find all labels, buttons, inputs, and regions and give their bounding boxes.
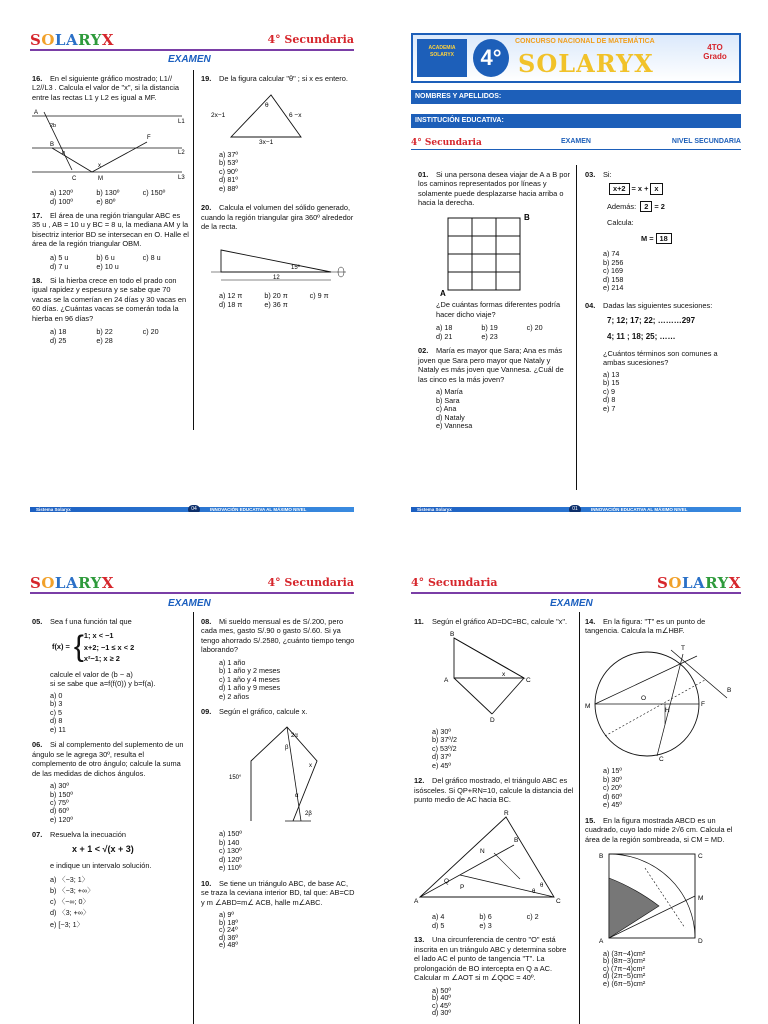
page-bottom-right [384,512,768,1024]
option[interactable]: e) 11 [50,724,66,734]
options-16 [50,188,189,206]
academy-badge: ACADEMIA SOLARYX [417,39,467,77]
svg-text:L3: L3 [178,175,185,182]
svg-text:B: B [514,836,519,844]
option[interactable]: e) 120º [50,814,74,824]
option[interactable]: e) 28 [96,336,113,346]
option[interactable]: d) 〈3; +∞〉 [50,908,91,918]
option[interactable]: c) 90º [219,166,238,176]
column-divider [193,70,194,430]
options-13 [432,987,574,1017]
equation-3: M = 18 [641,233,740,244]
option[interactable]: e) 2 años [219,691,249,701]
options-17 [50,253,189,271]
option[interactable]: d) 81º [219,175,239,185]
page-top-right [384,0,768,512]
option[interactable]: d) 5 [432,921,445,931]
option[interactable]: a) 0 [50,690,63,700]
question-13: 13. Una circunferencia de centro "O" está inscrita en un triángulo ABC y determina sobre el lado AC el punto de tangencia "T". La prolongación de BO intercepta en Q a AC. Calcular m ∠AOT si m ∠QOC = 40º. [414,935,567,983]
exam-title: EXAMEN [168,598,211,609]
grade-badge: 4° [473,39,509,77]
svg-text:θ: θ [532,888,536,895]
option[interactable]: e) 88º [219,183,239,193]
svg-text:B: B [599,853,604,861]
option[interactable]: e) 23 [481,332,498,342]
option[interactable]: e) (6π−5)cm² [603,978,646,988]
figure-14 [585,640,741,762]
option[interactable]: d) 37º [432,752,452,762]
column-divider [579,612,580,1024]
options-02 [436,388,572,430]
option[interactable]: a) 150º [219,829,243,839]
option[interactable]: d) Nataly [436,412,465,422]
page-top-left [0,0,384,512]
option[interactable]: c) 5 [50,707,62,717]
right-column [201,74,355,314]
option[interactable]: a) 30º [432,726,452,736]
svg-text:D: D [698,938,703,945]
option[interactable]: c) 53º/2 [432,743,457,753]
options-04 [603,371,740,413]
option[interactable]: a) 50º [432,985,452,995]
solaryx-logo: SOLARYX [30,31,114,49]
options-08 [219,659,355,701]
left-column [32,617,189,936]
option[interactable]: c) 〈−∞; 0〉 [50,897,90,907]
svg-text:x: x [502,671,506,679]
option[interactable]: b) 19 [481,323,498,333]
question-04: 04. Dadas las siguientes sucesiones: [585,300,713,310]
svg-text:2α: 2α [291,732,298,739]
option[interactable]: d) 100º [50,196,74,206]
svg-text:C: C [659,755,664,762]
page-header [30,576,354,594]
question-08: 08. Mi sueldo mensual es de S/.200, pero cada mes, gasto S/.90 o gasto S/.60. Si ya tengo ahorrado S/.2580, ¿cuánto tiempo tengo laborando? [201,617,355,655]
option[interactable]: a) 5 u [50,252,69,262]
question-05-sub1: calcule el valor de (b − a) [50,669,133,679]
svg-text:F: F [147,135,151,142]
question-01-sub: ¿De cuántas formas diferentes podría hacer dicho viaje? [436,300,561,319]
option[interactable]: d) 30º [432,1008,452,1018]
option[interactable]: a) 13 [603,369,620,379]
option[interactable]: e) 45º [432,760,452,770]
figure-16 [32,106,189,182]
right-column [585,617,741,994]
grade-label: 4° Secundaria [267,33,354,46]
svg-text:B: B [50,142,55,149]
option[interactable]: e) 80º [96,196,116,206]
page-header [30,33,354,51]
svg-text:B: B [727,686,732,694]
piecewise-function: f(x) = { 1; x < −1 x+2; −1 ≤ x < 2 x²−1; x ≥ 2 [52,630,135,664]
option[interactable]: e) Vannesa [436,421,473,431]
option[interactable]: c) 20 [526,323,543,333]
question-15: 15. En la figura mostrada ABCD es un cuadrado, cuyo lado mide 2√6 cm. Calcula el área de la región sombreada, si CM = MD. [585,815,733,844]
figure-19 [201,87,351,145]
option[interactable]: c) 75º [50,798,69,807]
option[interactable]: b) 150º [50,789,74,799]
svg-text:3x−1: 3x−1 [259,139,274,146]
question-16: 16. En el siguiente gráfico mostrado; L1// L2//L3 . Calcula el valor de "x", si la distancia entre las rectas L1 y L2 es igual a MF. [32,74,179,102]
option[interactable]: c) 130º [219,846,242,856]
question-07-sub: e indique un intervalo solución. [50,861,152,871]
svg-text:M: M [585,702,591,710]
option[interactable]: a) 4 [432,912,445,922]
option[interactable]: c) 169 [603,266,623,276]
banner-grade: 4TO Grado [703,43,727,61]
option[interactable]: a) 〈−3; 1〉 [50,874,89,884]
svg-text:M: M [698,895,704,903]
option[interactable]: c) 1 año y 4 meses [219,674,280,684]
option[interactable]: a) (3π−4)cm² [603,948,646,958]
option[interactable]: d) 18 π [219,300,243,310]
option[interactable]: c) 24º [219,925,238,935]
svg-text:x: x [309,762,312,769]
option[interactable]: c) 150º [142,187,166,197]
figure-20 [201,236,351,286]
option[interactable]: a) María [436,387,463,397]
question-18: 18. Si la hierba crece en todo el prado con igual rapidez y espesura y se sabe que 70 vacas se la comerían en 24 días y 30 vacas en 60 días. ¿Cuántas vacas se comerán toda la hierba en 96 días? [32,275,187,323]
options-11 [432,728,574,770]
option[interactable]: e) 10 u [96,261,119,271]
option[interactable]: b) 40º [432,993,452,1003]
option[interactable]: a) 37º [219,149,239,159]
option[interactable]: b) 18º [219,917,239,927]
column-divider [193,612,194,1024]
svg-text:C: C [526,677,531,685]
svg-text:6 −x: 6 −x [289,112,302,120]
option[interactable]: c) 9 π [309,291,329,301]
right-column [201,617,355,955]
options-19 [219,151,355,193]
right-column [585,170,740,419]
option[interactable]: d) (2π−5)cm² [603,971,646,981]
option[interactable]: d) 36º [219,932,239,942]
option[interactable]: d) 25 [50,336,67,346]
svg-text:α: α [295,792,299,799]
option[interactable]: c) Ana [436,404,457,414]
option[interactable]: e) 36 π [264,300,288,310]
column-divider [576,165,577,490]
option[interactable]: c) 20 [142,327,159,337]
question-12: 12. Del gráfico mostrado, el triángulo ABC es isósceles. Si QP+RN=10, calcule la distancia del punto medio de AC hacia BC. [414,776,574,805]
contest-banner [411,33,741,83]
options-12 [432,912,574,930]
question-09: 09. Según el gráfico, calcule x. [201,707,308,717]
question-07: 07. Resuelva la inecuación [32,830,127,840]
option[interactable]: c) (7π−4)cm² [603,963,645,973]
header-strip [411,138,741,150]
options-07 [50,874,189,930]
option[interactable]: a) 12 π [219,291,243,301]
question-06: 06. Si al complemento del suplemento de un ángulo se le agrega 30º, resulta el complemento de otro ángulo; calcule la suma de las medidas de dichos ángulos. [32,740,184,778]
option[interactable]: b) (8π−3)cm² [603,956,646,966]
option[interactable]: a) 18 [50,327,67,337]
question-05-sub2: si se sabe que a=f(f(0)) y b=f(a). [50,679,156,689]
option[interactable]: b) 130º [96,187,120,197]
option[interactable]: c) 20º [603,783,622,793]
exam-title: EXAMEN [550,598,593,609]
option[interactable]: b) 22 [96,327,113,337]
question-02: 02. María es mayor que Sara; Ana es más joven que Sara pero mayor que Nataly y Nataly es más joven que Vannesa. ¿Cuál de las cinco es la más joven? [418,346,564,384]
options-06 [50,782,189,824]
svg-text:C: C [72,176,77,183]
option[interactable]: d) 7 u [50,261,69,271]
page-header [411,576,741,594]
option[interactable]: e) 45º [603,800,623,810]
grade-label: 4° Secundaria [411,138,482,148]
footer-motto: INNOVACIÓN EDUCATIVA AL MÁXIMO NIVEL [591,507,688,512]
svg-text:2x−1: 2x−1 [211,112,226,120]
option[interactable]: c) 45º [432,1000,451,1010]
svg-text:A: A [34,110,39,117]
option[interactable]: a) 15º [603,766,623,776]
option[interactable]: e) [−3; 1〉 [50,919,84,929]
solaryx-logo: SOLARYX [657,574,741,592]
option[interactable]: b) 140 [219,837,240,847]
option[interactable]: c) 8 u [142,252,161,262]
option[interactable]: d) 1 año y 9 meses [219,683,281,693]
question-20: 20. Calcula el volumen del sólido generado, cuando la región triangular gira 360º alrededor de la recta. [201,203,354,232]
option[interactable]: b) 〈−3; +∞〉 [50,886,95,896]
svg-text:O: O [641,694,647,702]
options-01 [436,323,572,341]
calcula-label: Calcula: [607,218,634,228]
svg-text:2b: 2b [50,123,57,130]
svg-text:M: M [98,176,103,183]
equation-2: Además: 2 = 2 [607,201,665,211]
svg-text:F: F [701,700,705,708]
svg-text:A: A [414,897,419,905]
question-03: 03. Si: [585,170,612,179]
question-11: 11. Según el gráfico AD=DC=BC, calcule "x". [414,617,568,626]
banner-title: CONCURSO NACIONAL DE MATEMÁTICA [515,38,655,45]
svg-text:b: b [62,150,66,157]
option[interactable]: d) 21 [436,332,453,342]
option[interactable]: d) 120º [219,854,243,864]
school-field[interactable]: INSTITUCIÓN EDUCATIVA: [411,114,741,128]
option[interactable]: e) 3 [479,921,492,931]
svg-text:A: A [440,288,446,298]
svg-text:D: D [490,717,495,723]
option[interactable]: a) 120º [50,187,74,197]
options-10 [219,911,355,949]
option[interactable]: d) 158 [603,274,624,284]
left-column [418,170,572,437]
left-column [414,617,574,1023]
options-03 [603,250,740,292]
option[interactable]: d) 60º [50,806,70,816]
footer-system: Sistema Solaryx [36,507,71,512]
question-04-sub: ¿Cuántos términos son comunes a ambas sucesiones? [603,348,718,368]
grade-label: 4° Secundaria [267,576,354,589]
svg-text:B: B [450,631,455,639]
solaryx-logo: SOLARYX [30,574,114,592]
svg-text:T: T [681,644,685,652]
svg-text:β: β [285,744,289,751]
svg-text:L2: L2 [178,150,185,157]
grid-figure [418,212,568,298]
figure-09 [201,721,351,825]
option[interactable]: b) 15 [603,378,620,388]
option[interactable]: c) 9 [603,386,615,396]
option[interactable]: b) Sara [436,395,460,405]
options-05 [50,692,189,734]
option[interactable]: d) 8 [603,395,616,405]
exam-label: EXAMEN [561,138,591,145]
option[interactable]: e) 110º [219,863,242,873]
question-19: 19. De la figura calcular "θ" ; si x es entero. [201,74,348,83]
option[interactable]: e) 7 [603,403,616,413]
svg-text:12: 12 [273,274,280,281]
svg-text:P: P [460,883,465,891]
options-15 [603,950,741,988]
left-column [32,74,189,350]
option[interactable]: a) 9º [219,910,235,920]
grade-label: 4° Secundaria [411,576,498,589]
svg-text:x: x [98,163,101,170]
figure-11 [414,630,564,722]
option[interactable]: d) 8 [50,716,63,726]
svg-text:L1: L1 [178,119,185,126]
question-17: 17. El área de una región triangular ABC es 35 u , AB = 10 u y BC = 8 u, la mediana AM y la bisectriz interior BD se intersecan en O. Halle el área de la región triangular OBM. [32,210,189,249]
option[interactable]: e) 48º [219,940,239,950]
footer-system: Sistema Solaryx [417,507,452,512]
svg-text:N: N [480,847,485,855]
svg-text:θ: θ [265,102,269,110]
svg-text:C: C [698,853,703,861]
option[interactable]: b) 53º [219,158,239,168]
options-18 [50,327,189,345]
figure-12 [414,809,574,907]
svg-text:150°: 150° [229,774,242,781]
option[interactable]: b) 6 u [96,252,115,262]
svg-text:Q: Q [444,877,450,885]
page-bottom-left [0,512,384,1024]
svg-text:R: R [504,809,509,817]
footer-motto: INNOVACIÓN EDUCATIVA AL MÁXIMO NIVEL [210,507,307,512]
question-14: 14. En la figura: "T" es un punto de tangencia. Calcula la m∠HBF. [585,617,706,636]
name-field[interactable]: NOMBRES Y APELLIDOS: [411,90,741,104]
option[interactable]: a) 74 [603,249,620,259]
svg-text:C: C [556,897,561,905]
question-05: 05. Sea f una función tal que [32,617,132,626]
svg-text:15º: 15º [291,264,300,271]
options-09 [219,830,355,872]
svg-text:B: B [524,212,530,222]
options-14 [603,767,741,809]
question-01: 01. Si una persona desea viajar de A a B por los caminos representados por líneas y solamente puede desplazarse hacia arriba o hacia la derecha. [418,170,570,208]
equation-1: x+2 = x + x [607,183,740,194]
svg-text:A: A [444,677,449,685]
options-20 [219,291,355,309]
option[interactable]: b) 6 [479,912,492,922]
option[interactable]: b) 256 [603,257,624,267]
svg-text:H: H [665,706,670,714]
sequence-2: 4; 11 ; 18; 25; …… [607,332,676,342]
level-label: NIVEL SECUNDARIA [671,138,741,145]
option[interactable]: c) 2 [526,912,539,922]
exam-title: EXAMEN [168,54,211,65]
option[interactable]: b) 30º [603,774,623,784]
option[interactable]: d) 60º [603,791,623,801]
option[interactable]: a) 18 [436,323,453,333]
option[interactable]: b) 3 [50,699,63,709]
option[interactable]: b) 1 año y 2 meses [219,666,281,676]
page-number: 04 [188,505,200,512]
page-number: 01 [569,505,581,512]
svg-text:2β: 2β [305,810,312,817]
figure-15 [585,848,741,944]
option[interactable]: b) 20 π [264,291,288,301]
banner-brand: SOLARYX [518,49,654,78]
option[interactable]: b) 37º/2 [432,735,458,745]
svg-text:A: A [599,938,604,945]
question-10: 10. Se tiene un triángulo ABC, de base AC, se traza la ceviana interior BD, tal que: AB=CD y m ∠ABD=m∠ ACB, halle m∠ABC. [201,878,355,907]
svg-text:θ: θ [540,882,544,889]
inequation: x + 1 < √(x + 3) [72,843,134,854]
option[interactable]: a) 1 año [219,657,246,667]
option[interactable]: a) 30º [50,781,70,791]
option[interactable]: e) 214 [603,283,624,293]
sequence-1: 7; 12; 17; 22; ………297 [607,316,696,326]
